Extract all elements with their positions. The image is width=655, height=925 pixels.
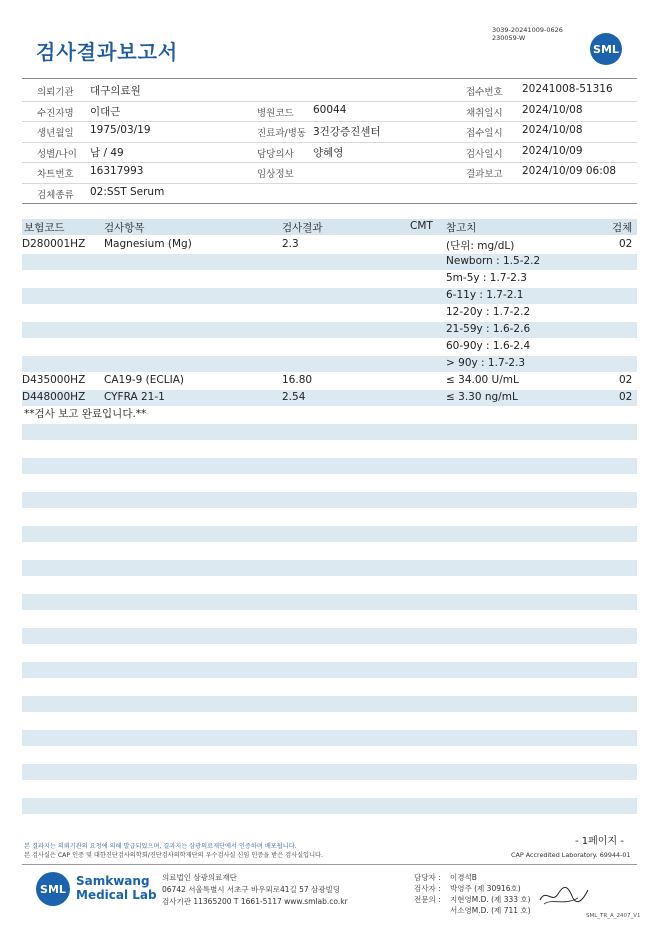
header-label: 성별/나이 — [37, 148, 77, 160]
header-label: 수진자명 — [37, 107, 74, 119]
header-value: 대구의료원 — [90, 85, 141, 97]
staff-label: 검사자 : — [414, 884, 441, 893]
table-stripe — [22, 594, 637, 610]
col-header-code: 보험코드 — [24, 222, 65, 234]
table-cell-ref: 21-59y : 1.6-2.6 — [446, 323, 531, 335]
table-cell-code: D448000HZ — [22, 391, 86, 403]
table-cell-ref: ≤ 34.00 U/mL — [446, 374, 519, 386]
header-label: 차트번호 — [37, 169, 74, 180]
header-value: 1975/03/19 — [90, 124, 151, 136]
footer-sml-logo: SML — [36, 872, 70, 906]
table-cell-ref: (단위: mg/dL) — [446, 240, 515, 252]
table-cell-code: D435000HZ — [22, 374, 86, 386]
header-value: 2024/10/08 — [522, 103, 583, 116]
notice-line-2: 본 검사실은 CAP 인증 및 대한진단검사의학회/진단검사의학재단의 우수검사실 신임 인증을 받은 검사실입니다. — [24, 852, 323, 859]
table-stripe — [22, 560, 637, 576]
table-stripe — [22, 730, 637, 746]
col-header-reference: 참고치 — [446, 222, 477, 234]
header-label: 검사일시 — [466, 148, 503, 160]
table-stripe — [22, 662, 637, 678]
col-header-item: 검사항목 — [104, 222, 145, 234]
table-cell-item: CYFRA 21-1 — [104, 391, 165, 403]
report-title: 검사결과보고서 — [36, 40, 179, 64]
table-cell-ref: Newborn : 1.5-2.2 — [446, 255, 541, 267]
organization-name: 의료법인 삼광의료재단 — [162, 873, 237, 882]
signature-image — [538, 880, 590, 910]
header-label: 의뢰기관 — [37, 87, 74, 98]
col-header-result: 검사결과 — [282, 222, 323, 234]
table-cell-item: Magnesium (Mg) — [104, 238, 192, 250]
header-value: 3건강증진센터 — [313, 126, 381, 138]
header-row-divider — [22, 101, 637, 102]
staff-value: 박영주 (제 30916호) — [450, 884, 521, 893]
header-value: 2024/10/09 — [522, 144, 583, 157]
staff-label: 전문의 : — [414, 895, 441, 904]
table-cell-code: D280001HZ — [22, 238, 86, 250]
header-value: 이대근 — [90, 105, 121, 118]
footer-rule — [22, 864, 637, 865]
header-label: 담당의사 — [257, 148, 294, 160]
form-code: SML_TR_A_2407_V1 — [586, 913, 641, 919]
staff-value: 이경석B — [450, 873, 477, 882]
brand-name: Samkwang Medical Lab — [76, 874, 157, 902]
header-value: 2024/10/08 — [522, 124, 583, 136]
table-cell-ref: 60-90y : 1.6-2.4 — [446, 340, 531, 352]
col-header-specimen: 검체 — [612, 222, 633, 234]
header-label: 진료과/병동 — [257, 128, 307, 139]
header-label: 접수번호 — [466, 87, 503, 98]
table-cell-result: 2.54 — [282, 391, 306, 403]
table-cell-specimen: 02 — [619, 238, 633, 250]
table-cell-ref: > 90y : 1.7-2.3 — [446, 357, 526, 369]
header-bottom-rule — [22, 203, 637, 204]
table-cell-specimen: 02 — [619, 391, 633, 403]
organization-address: 06742 서울특별시 서초구 바우뫼로41길 57 삼광빌딩 — [162, 885, 341, 894]
table-cell-result: 2.3 — [282, 238, 299, 250]
header-value: 60044 — [313, 103, 347, 116]
page-indicator: - 1페이지 - — [575, 836, 624, 847]
header-top-rule — [22, 78, 637, 79]
header-row-divider — [22, 142, 637, 143]
staff-label: 담당자 : — [414, 873, 441, 882]
header-value: 20241008-51316 — [522, 83, 613, 95]
staff-value: 지현영M.D. (제 333 호) — [450, 895, 531, 904]
document-number: 3039-20241009-0626 230059-W — [492, 26, 563, 42]
table-cell-ref: 5m-5y : 1.7-2.3 — [446, 272, 527, 284]
table-stripe — [22, 628, 637, 644]
table-stripe — [22, 424, 637, 440]
completion-note: **검사 보고 완료입니다.** — [24, 408, 147, 420]
header-value: 양혜영 — [313, 146, 344, 159]
header-label: 임상정보 — [257, 169, 294, 180]
table-stripe — [22, 526, 637, 542]
table-cell-result: 16.80 — [282, 374, 313, 386]
table-cell-specimen: 02 — [619, 374, 633, 386]
table-stripe — [22, 254, 637, 270]
table-stripe — [22, 356, 637, 372]
table-stripe — [22, 798, 637, 814]
header-label: 접수일시 — [466, 128, 503, 139]
table-cell-ref: 12-20y : 1.7-2.2 — [446, 306, 531, 318]
table-stripe — [22, 458, 637, 474]
table-stripe — [22, 322, 637, 338]
header-label: 검체종류 — [37, 189, 74, 201]
table-stripe — [22, 696, 637, 712]
cap-accreditation: CAP Accredited Laboratory. 69944-01 — [511, 851, 631, 859]
table-cell-ref: ≤ 3.30 ng/mL — [446, 391, 518, 403]
col-header-cmt: CMT — [410, 220, 433, 232]
header-row-divider — [22, 183, 637, 184]
sml-logo: SML — [590, 33, 622, 65]
header-label: 결과보고 — [466, 169, 503, 180]
header-label: 병원코드 — [257, 107, 294, 119]
header-row-divider — [22, 121, 637, 122]
staff-value: 서소영M.D. (제 711 호) — [450, 906, 531, 915]
header-value: 02:SST Serum — [90, 185, 165, 198]
header-value: 남 / 49 — [90, 146, 124, 159]
header-label: 채취일시 — [466, 107, 503, 119]
header-value: 2024/10/09 06:08 — [522, 165, 617, 177]
header-label: 생년월일 — [37, 128, 74, 139]
table-stripe — [22, 764, 637, 780]
organization-contact: 검사기관 11365200 T 1661-5117 www.smlab.co.kr — [162, 897, 348, 906]
table-stripe — [22, 492, 637, 508]
header-value: 16317993 — [90, 165, 144, 177]
header-row-divider — [22, 162, 637, 163]
notice-line-1: 본 결과지는 의뢰기관의 요청에 의해 발급되었으며, 결과지는 삼광의료재단에서 인증하며 배포됩니다. — [24, 843, 297, 850]
table-cell-item: CA19-9 (ECLIA) — [104, 374, 184, 386]
table-cell-ref: 6-11y : 1.7-2.1 — [446, 289, 524, 301]
table-stripe — [22, 288, 637, 304]
